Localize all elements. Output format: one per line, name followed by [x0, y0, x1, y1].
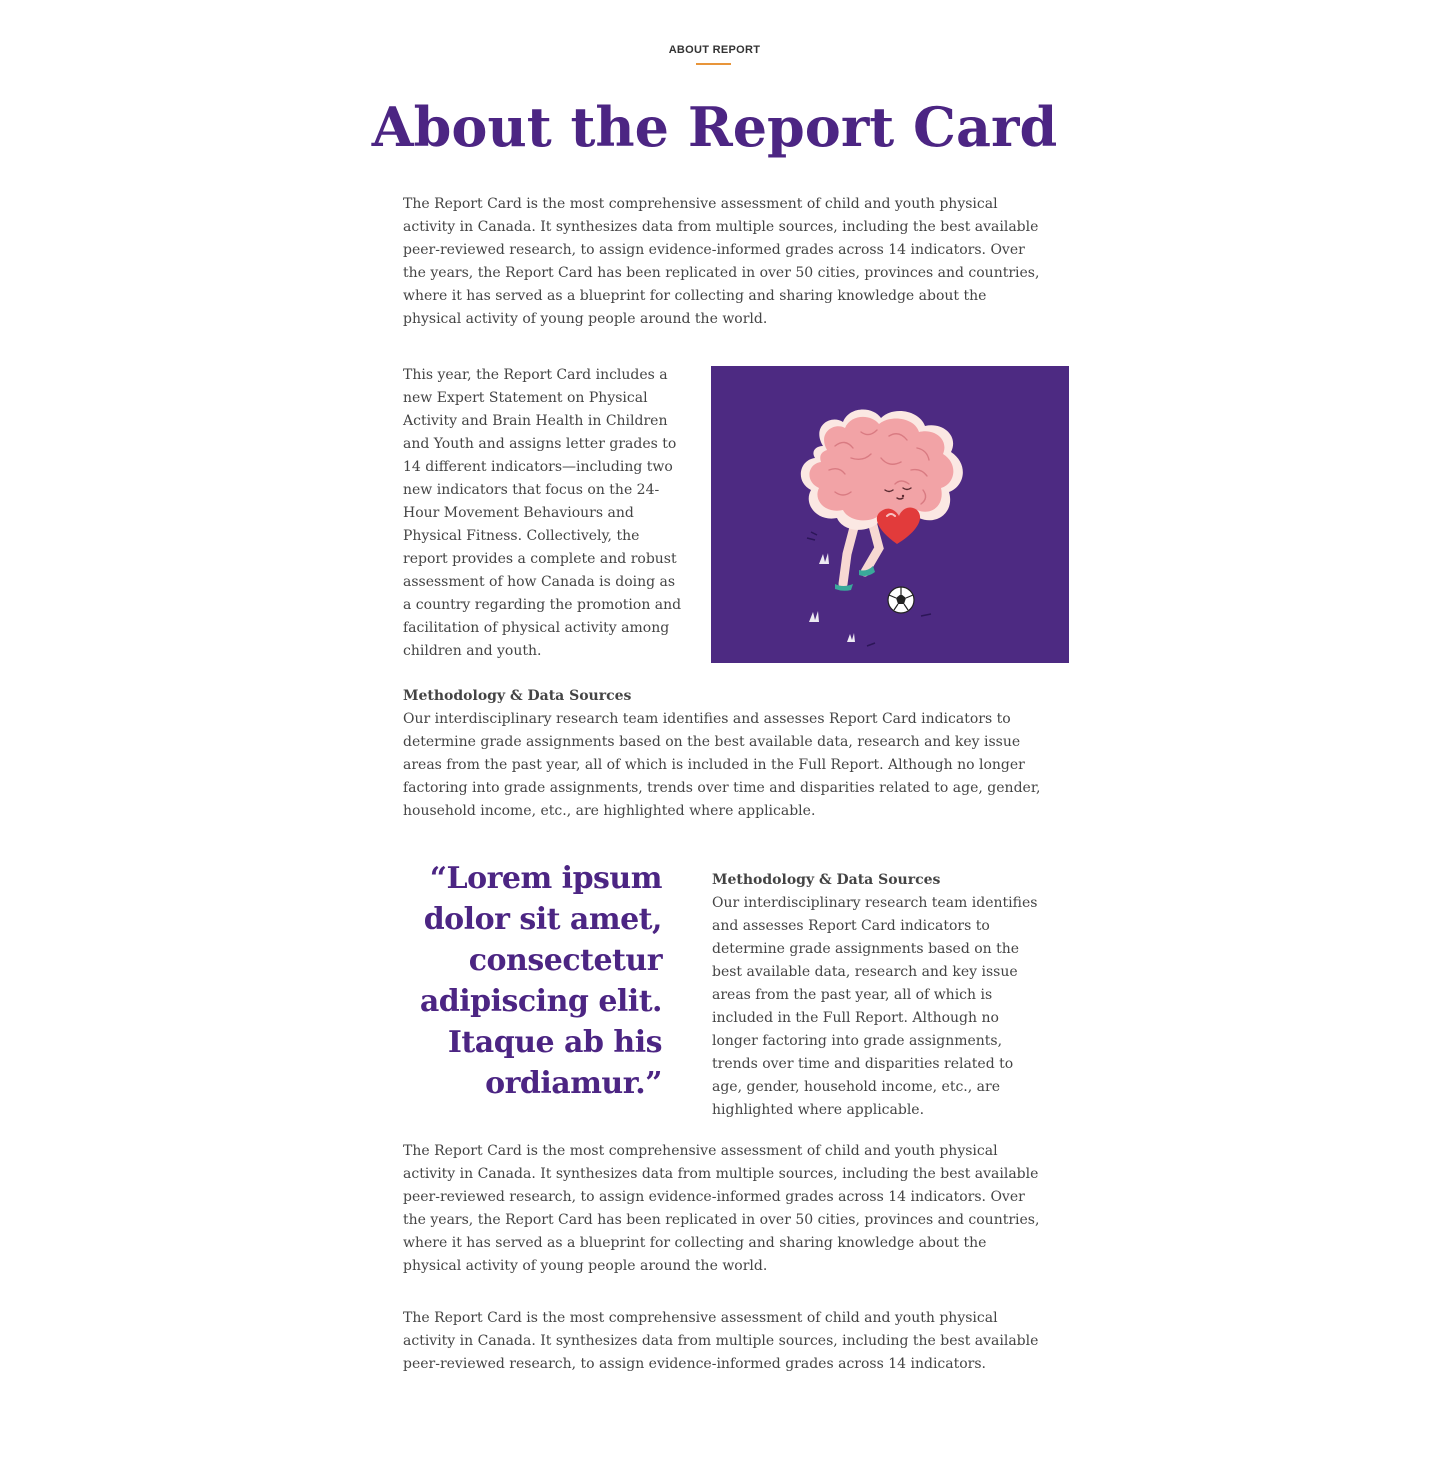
methodology-paragraph: Our interdisciplinary research team identifies and assesses Report Card indicators to determine grade assignments based on the best available data, research and key issue areas from the past year, all of which is included in the Full Report. Although no longer factoring into grade assignments, trends over time and disparities related to age, gender, household income, etc., are highlighted where applicable.	[403, 711, 1041, 819]
closing-paragraph-1: The Report Card is the most comprehensive assessment of child and youth physical activity in Canada. It synthesizes data from multiple sources, including the best available peer-reviewed research, to assign evidence-informed grades across 14 indicators. Over the years, the Report Card has been replicated in over 50 cities, provinces and countries, where it has served as a blueprint for collecting and sharing knowledge about the physical activity of young people around the world.	[403, 1143, 1040, 1274]
page-title: About the Report Card	[371, 95, 1058, 159]
feature-paragraph: This year, the Report Card includes a new Expert Statement on Physical Activity and Brain Health in Children and Youth and assigns letter grades to 14 different indicators—including two new indicators that focus on the 24-Hour Movement Behaviours and Physical Fitness. Collectively, the report provides a complete and robust assessment of how Canada is doing as a country regarding the promotion and facilitation of physical activity among children and youth.	[403, 367, 682, 659]
brain-illustration	[711, 366, 1069, 663]
intro-paragraph: The Report Card is the most comprehensive assessment of child and youth physical activity in Canada. It synthesizes data from multiple sources, including the best available peer-reviewed research, to assign evidence-informed grades across 14 indicators. Over the years, the Report Card has been replicated in over 50 cities, provinces and countries, where it has served as a blueprint for collecting and sharing knowledge about the physical activity of young people around the world.	[403, 196, 1040, 327]
pull-quote: “Lorem ipsum dolor sit amet, consectetur adipiscing elit. Itaque ab his ordiamur.”	[419, 861, 662, 1101]
closing-section-1	[403, 1140, 1043, 1278]
closing-section-2	[403, 1307, 1043, 1376]
closing-paragraph-2: The Report Card is the most comprehensive assessment of child and youth physical activity in Canada. It synthesizes data from multiple sources, including the best available peer-reviewed research, to assign evidence-informed grades across 14 indicators.	[403, 1310, 1039, 1372]
eyebrow-underline	[696, 63, 731, 65]
quote-side-section	[712, 869, 1042, 1122]
brain-with-heart-kicking-ball-illustration	[711, 366, 1069, 663]
methodology-heading: Methodology & Data Sources	[403, 688, 632, 704]
feature-text	[403, 364, 683, 663]
quote-side-paragraph: Our interdisciplinary research team identifies and assesses Report Card indicators to determine grade assignments based on the best available data, research and key issue areas from the past year, all of which is included in the Full Report. Although no longer factoring into grade assignments, trends over time and disparities related to age, gender, household income, etc., are highlighted where applicable.	[712, 895, 1038, 1118]
quote-side-heading: Methodology & Data Sources	[712, 872, 941, 888]
intro-section	[403, 193, 1043, 331]
methodology-section	[403, 685, 1043, 823]
section-eyebrow: ABOUT REPORT	[668, 44, 761, 56]
